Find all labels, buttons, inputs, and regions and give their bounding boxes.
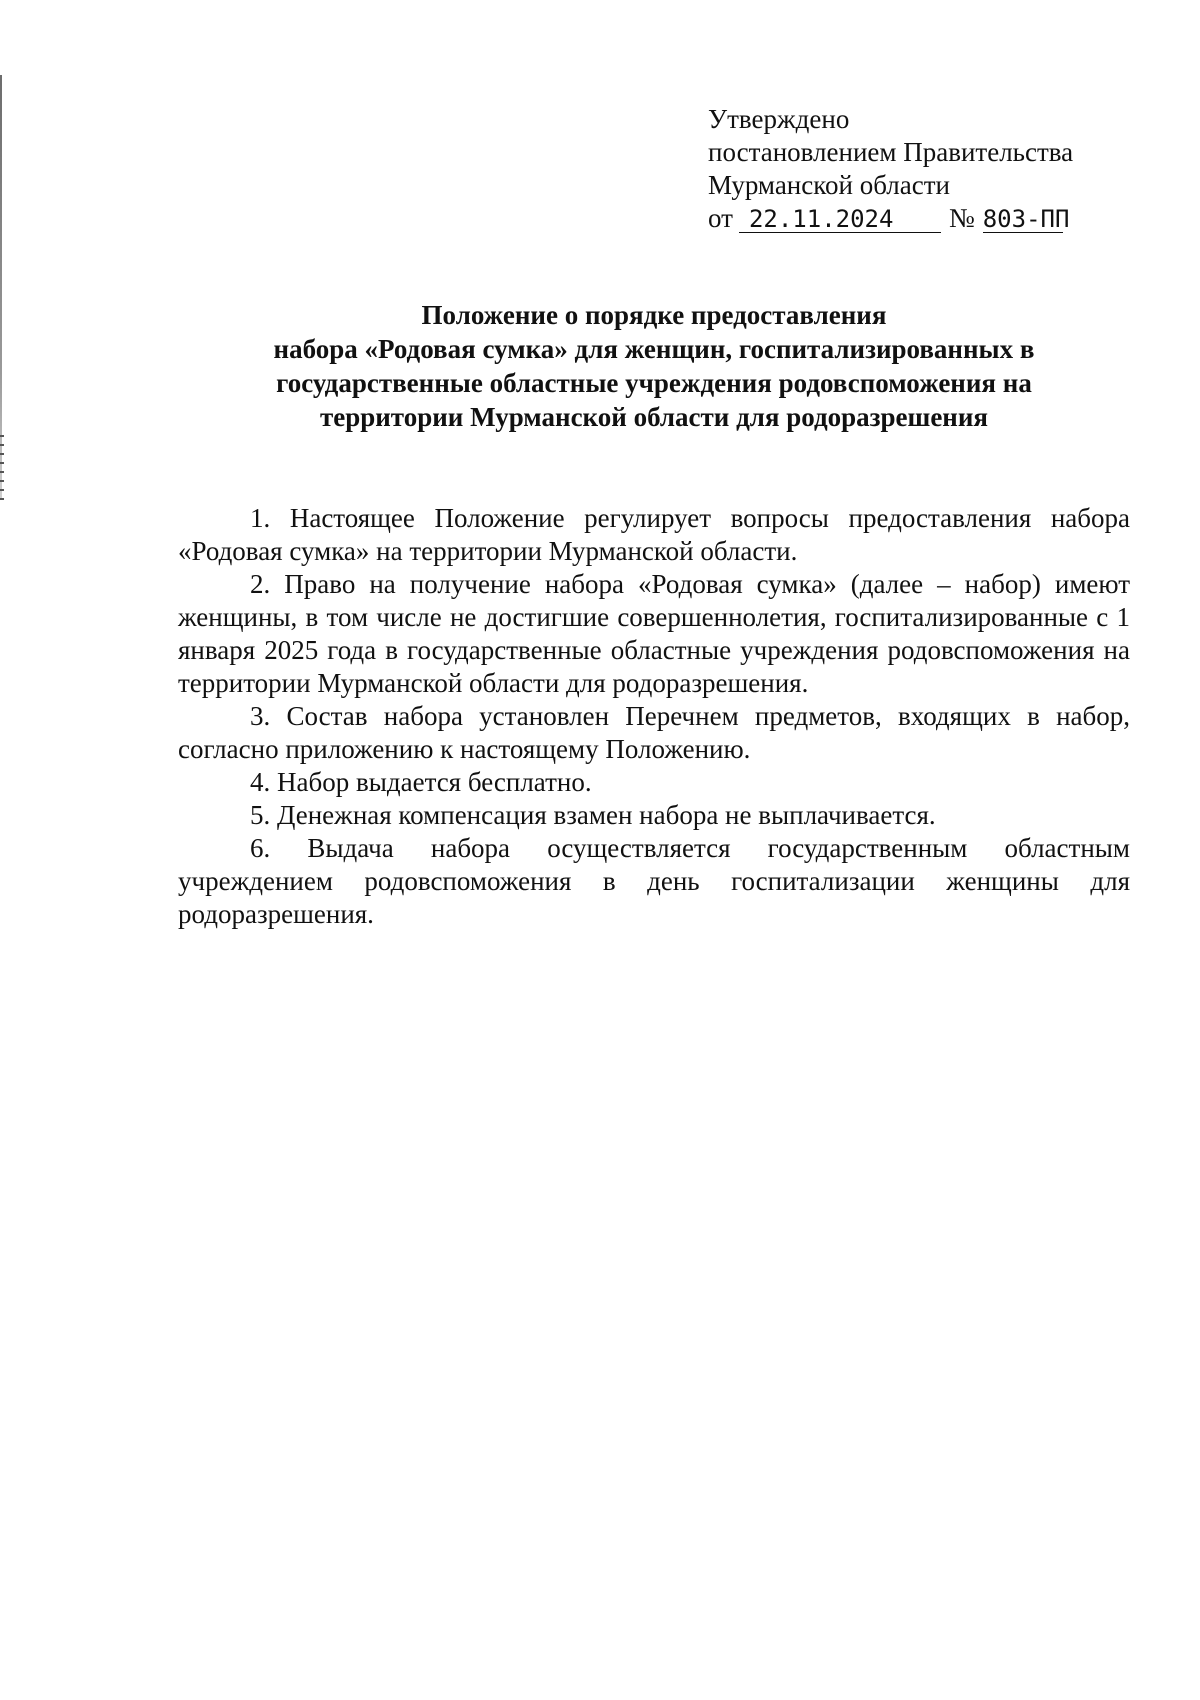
approval-line-approved: Утверждено: [708, 104, 850, 134]
paragraph-4: 4. Набор выдается бесплатно.: [250, 767, 592, 797]
title-line: государственные областные учреждения родовспоможения на: [276, 368, 1032, 398]
date-prefix: от: [708, 203, 733, 233]
title-line: набора «Родовая сумка» для женщин, госпитализированных в: [273, 334, 1035, 364]
approval-date-line: [708, 202, 1073, 235]
approval-date: 22.11.2024: [739, 206, 941, 233]
number-sign: №: [948, 203, 975, 233]
scan-edge-marks: [0, 435, 4, 505]
document-body: [178, 502, 1130, 931]
approval-block: [708, 103, 1073, 235]
title-line: территории Мурманской области для родоразрешения: [319, 402, 989, 432]
paragraph-1: 1. Настоящее Положение регулирует вопросы предоставления набора «Родовая сумка» на территории Мурманской области.: [178, 503, 1130, 566]
document-title: [180, 298, 1128, 434]
approval-line-resolution: постановлением Правительства: [708, 137, 1074, 167]
approval-number: 803-ПП: [982, 205, 1070, 233]
paragraph-5: 5. Денежная компенсация взамен набора не выплачивается.: [250, 800, 936, 830]
paragraph-3: 3. Состав набора установлен Перечнем предметов, входящих в набор, согласно приложению к настоящему Положению.: [178, 701, 1130, 764]
approval-line-region: Мурманской области: [708, 170, 950, 200]
paragraph-2: 2. Право на получение набора «Родовая сумка» (далее – набор) имеют женщины, в том числе не достигшие совершеннолетия, госпитализированные с 1 января 2025 года в государственные областные учреждения родовспоможения на территории Мурманской области для родоразрешения.: [178, 569, 1130, 698]
paragraph-6: 6. Выдача набора осуществляется государственным областным учреждением родовспоможения в день госпитализации женщины для родоразрешения.: [178, 833, 1130, 929]
title-line: Положение о порядке предоставления: [421, 300, 887, 330]
